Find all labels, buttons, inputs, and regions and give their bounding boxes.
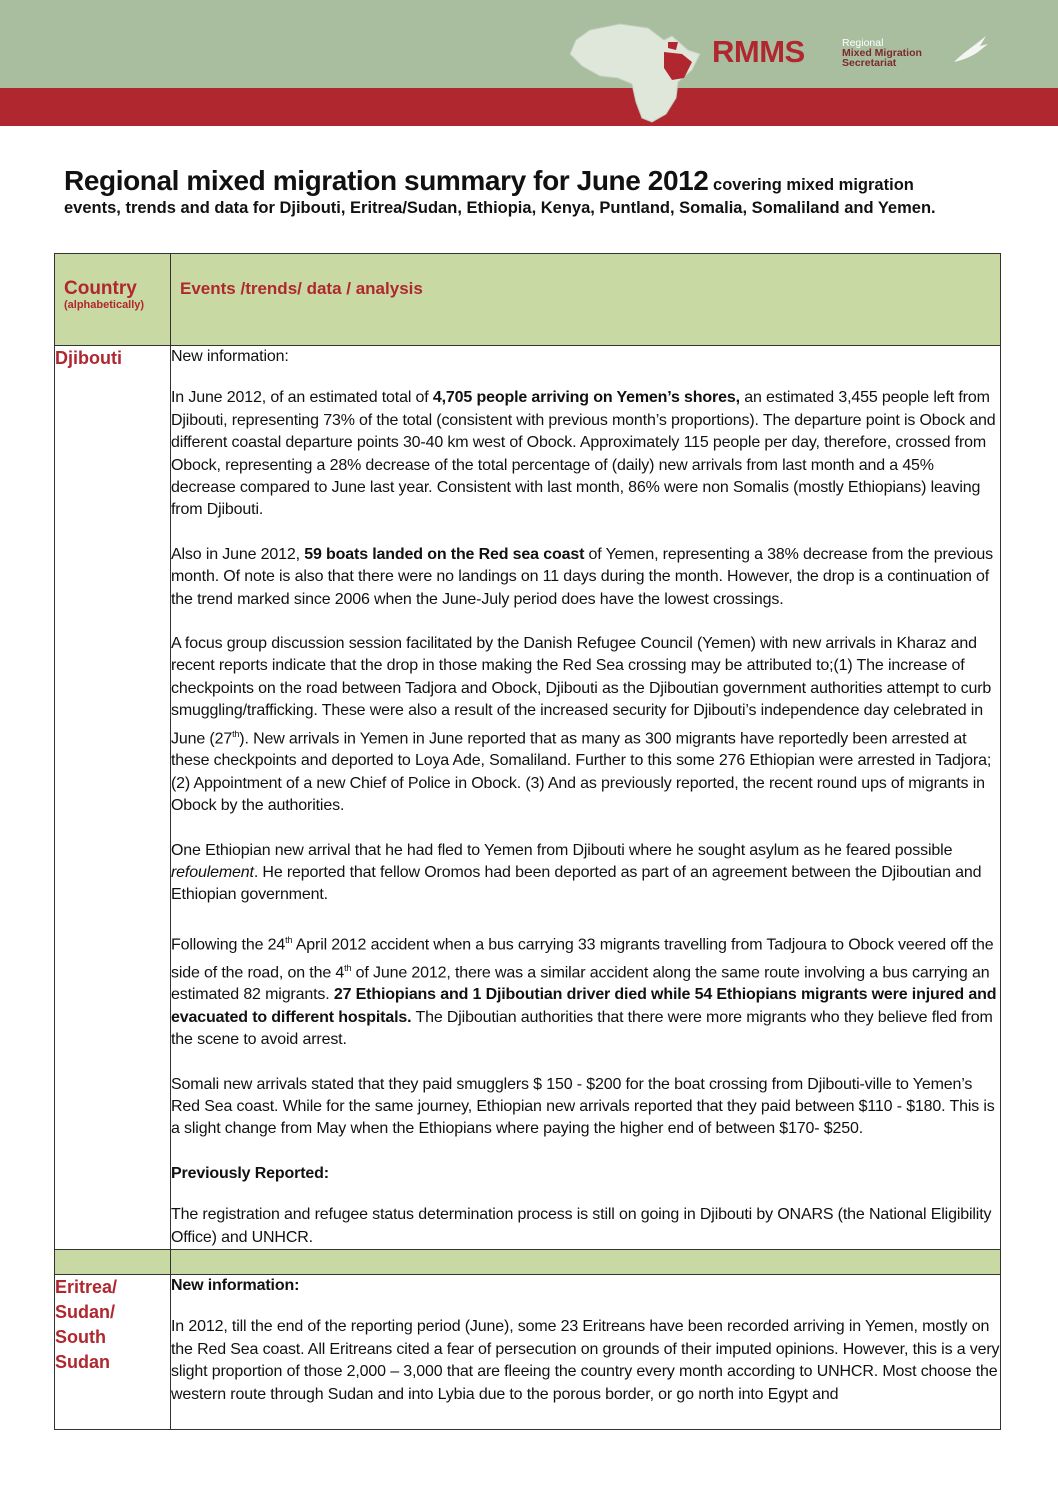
djibouti-p2	[171, 544, 1000, 611]
text: of June 2012, there was a similar accident along the same route involving a bus carrying an estimated 82 migrants.	[171, 963, 990, 1004]
title-sub-1: covering mixed migration	[708, 176, 914, 194]
djibouti-previously-reported	[171, 1163, 1000, 1185]
text: In June 2012, of an estimated total of	[171, 389, 433, 407]
header-country-cell	[55, 254, 171, 346]
text-bold: Previously Reported:	[171, 1164, 329, 1182]
country-djibouti: Djibouti	[55, 346, 171, 1250]
logo-line-2: Mixed Migration	[842, 47, 922, 59]
djibouti-p1	[171, 387, 1000, 521]
text: an estimated 3,455 people left from Djibouti, representing 73% of the total (consistent with previous month’s proportions). The departure point is Obock and different coastal departure points 30-40 km west of Obock. Approximately 115 people per day, therefore, crossed from Obock, representing a 28% decrease of the total percentage of (daily) new arrivals from last month and a 45% decrease compared to June last year. Consistent with last month, 86% were non Somalis (mostly Ethiopians) leaving from Djibouti.	[171, 389, 996, 519]
table-spacer-row	[55, 1249, 1001, 1274]
country-line: Sudan/	[55, 1301, 116, 1322]
table-header-row	[55, 254, 1001, 346]
bird-icon	[950, 32, 990, 68]
text: . He reported that fellow Oromos had been deported as part of an agreement between the Djiboutian and Ethiopian government.	[171, 864, 982, 904]
text: The Djiboutian authorities that there were more migrants who they believe fled from the scene to avoid arrest.	[171, 1008, 993, 1049]
header-country: Country	[64, 278, 137, 299]
country-line: Eritrea/	[55, 1276, 118, 1297]
eritrea-new-info	[171, 1275, 1000, 1297]
text: One Ethiopian new arrival that he had fled to Yemen from Djibouti where he sought asylum as he feared possible	[171, 841, 953, 859]
eritrea-content	[171, 1274, 1001, 1429]
rmms-logo: RMMS	[712, 34, 805, 69]
djibouti-new-info: New information:	[171, 348, 289, 365]
text-bold: 27 Ethiopians and 1 Djiboutian driver died while 54 Ethiopians migrants were injured and evacuated to different hospitals.	[171, 986, 997, 1026]
spacer-cell	[171, 1249, 1001, 1274]
djibouti-p4	[171, 840, 1000, 907]
djibouti-content	[171, 346, 1001, 1250]
text: Also in June 2012,	[171, 545, 305, 563]
country-eritrea	[55, 1274, 171, 1429]
document-title	[64, 165, 1024, 218]
text-sup: th	[285, 934, 293, 945]
eritrea-p1: In 2012, till the end of the reporting period (June), some 23 Eritreans have been recorded arriving in Yemen, mostly on the Red Sea coast. All Eritreans cited a fear of persecution on grounds of their imputed opinions. However, this is a very slight proportion of those 2,000 – 3,000 that are fleeing the country every month according to UNHCR. Most choose the western route through Sudan and into Lybia due to the porous border, or go north into Egypt and	[171, 1318, 1000, 1403]
title-main: Regional mixed migration summary for June 2012	[64, 165, 709, 196]
table-row-djibouti	[55, 346, 1001, 1250]
text: April 2012 accident when a bus carrying 33 migrants travelling from Tadjoura to Obock veered off the side of the road, on the 4	[171, 936, 994, 981]
djibouti-p6: Somali new arrivals stated that they paid smugglers $ 150 - $200 for the boat crossing from Djibouti-ville to Yemen’s Red Sea coast. While for the same journey, Ethiopian new arrivals reported that they paid between $110 - $180. This is a slight change from May when the Ethiopians where paying the higher end of between $170- $250.	[171, 1075, 995, 1138]
africa-map-icon	[560, 18, 710, 128]
text: ). New arrivals in Yemen in June reported that as many as 300 migrants have reportedly been arrested at these checkpoints and deported to Loya Ade, Somaliland. Further to this some 276 Ethiopian were arrested in Tadjora; (2) Appointment of a new Chief of Police in Obock. (3) And as previously reported, the recent round ups of migrants in Obock by the authorities.	[171, 730, 992, 815]
title-sub-2: events, trends and data for Djibouti, Eritrea/Sudan, Ethiopia, Kenya, Puntland, Somalia, Somaliland and Yemen.	[64, 199, 936, 217]
rmms-logo-subtitle	[842, 38, 922, 68]
country-line: Sudan	[55, 1351, 111, 1372]
table-row-eritrea	[55, 1274, 1001, 1429]
summary-table	[54, 253, 1001, 1430]
spacer-cell	[55, 1249, 171, 1274]
text: A focus group discussion session facilitated by the Danish Refugee Council (Yemen) with new arrivals in Kharaz and recent reports indicate that the drop in those making the Red Sea crossing may be attributed to;(1) The increase of checkpoints on the road between Tadjora and Obock, Djibouti as the Djiboutian government authorities attempt to curb smuggling/trafficking. These were also a result of the increased security for Djibouti’s independence day celebrated in June (27	[171, 635, 992, 748]
text-bold: New information:	[171, 1276, 300, 1294]
djibouti-p3	[171, 633, 1000, 818]
text-italic: refoulement	[171, 864, 254, 882]
country-line: South	[55, 1326, 106, 1347]
logo-line-1: Regional	[842, 37, 884, 49]
header-red-band	[0, 88, 1058, 126]
djibouti-p7: The registration and refugee status determination process is still on going in Djibouti by ONARS (the National Eligibility Office) and UNHCR.	[171, 1206, 992, 1246]
djibouti-p5	[171, 929, 1000, 1052]
text-bold: 59 boats landed on the Red sea coast	[304, 545, 585, 563]
logo-line-3: Secretariat	[842, 57, 897, 69]
text-sup: th	[232, 728, 240, 739]
header-events: Events /trends/ data / analysis	[171, 254, 1001, 346]
header-country-sub: (alphabetically)	[64, 299, 145, 311]
text-bold: 4,705 people arriving on Yemen’s shores,	[432, 389, 740, 407]
text: Following the 24	[171, 936, 286, 954]
text-sup: th	[344, 962, 352, 973]
text: of Yemen, representing a 38% decrease from the previous month. Of note is also that there were no landings on 11 days during the month. However, the drop is a continuation of the trend marked since 2006 when the June-July period does have the lowest crossings.	[171, 545, 994, 608]
